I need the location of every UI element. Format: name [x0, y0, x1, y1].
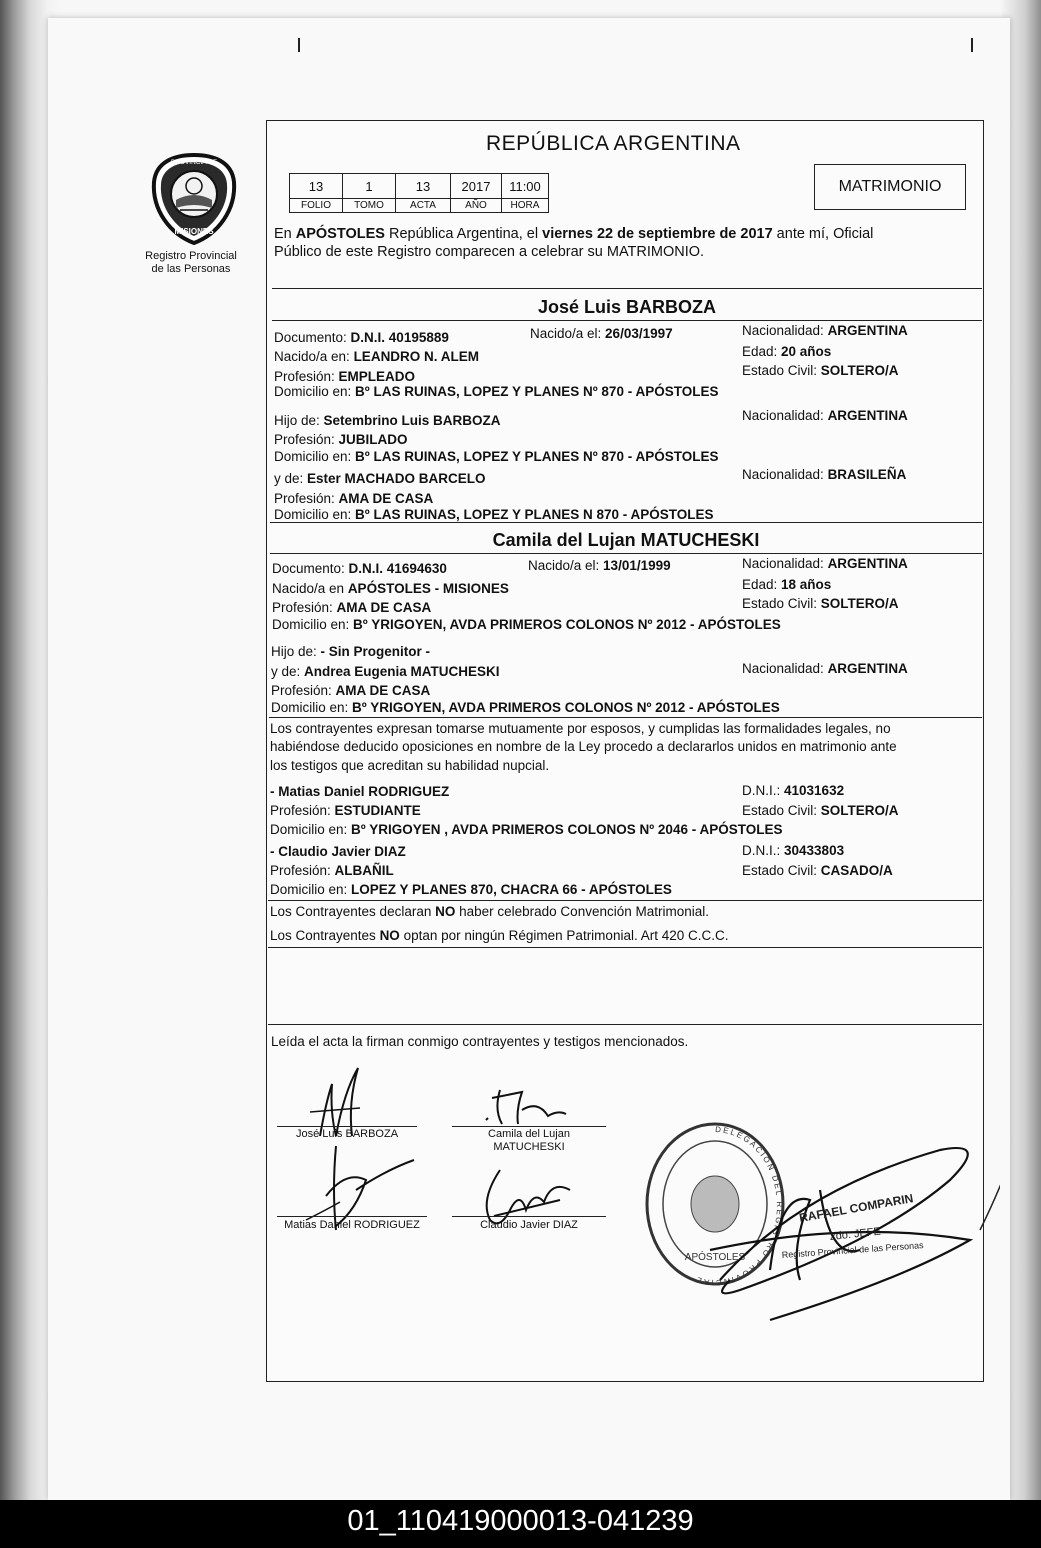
bride-mother-profession: Profesión: AMA DE CASA	[271, 683, 431, 698]
intro-line2: Público de este Registro comparecen a celebrar su MATRIMONIO.	[274, 244, 705, 260]
convention-line1: Los Contrayentes declaran NO haber celebrado Convención Matrimonial.	[270, 904, 709, 919]
divider	[270, 522, 982, 523]
logo-top-text: PROVINCIA DE	[170, 159, 218, 166]
folio-label: FOLIO	[290, 199, 343, 213]
official-name-stamp	[760, 1170, 960, 1260]
groom-birth-place: Nacido/a en: LEANDRO N. ALEM	[274, 349, 480, 364]
divider	[268, 900, 982, 901]
bride-mother: y de: Andrea Eugenia MATUCHESKI	[271, 664, 500, 679]
groom-father: Hijo de: Setembrino Luis BARBOZA	[274, 413, 501, 428]
registry-coat-of-arms-logo	[150, 152, 238, 246]
bride-profession: Profesión: AMA DE CASA	[272, 600, 432, 615]
registry-caption-line2: de las Personas	[151, 263, 231, 275]
seal-bottom-text: APÓSTOLES	[684, 1252, 746, 1263]
declaration-line3: los testigos que acreditan su habilidad nupcial.	[270, 758, 550, 773]
hour-label: HORA	[502, 199, 549, 213]
year-label: AÑO	[451, 199, 502, 213]
witness1-profession: Profesión: ESTUDIANTE	[270, 803, 421, 818]
divider	[269, 717, 982, 718]
divider	[272, 288, 982, 289]
divider	[272, 320, 982, 321]
bride-birth-date: Nacido/a el: 13/01/1999	[528, 558, 671, 573]
witness1-dni: D.N.I.: 41031632	[742, 783, 845, 798]
bride-civil-status: Estado Civil: SOLTERO/A	[742, 596, 899, 611]
intro-line1: En APÓSTOLES República Argentina, el viernes 22 de septiembre de 2017 ante mí, Oficial	[274, 226, 874, 242]
convention-line2: Los Contrayentes NO optan por ningún Régimen Patrimonial. Art 420 C.C.C.	[270, 928, 729, 943]
divider	[270, 553, 982, 554]
folio-value: 13	[290, 174, 343, 199]
bride-name: Camila del Lujan MATUCHESKI	[492, 530, 760, 550]
groom-mother-profession: Profesión: AMA DE CASA	[274, 491, 434, 506]
bride-mother-nationality: Nacionalidad: ARGENTINA	[742, 661, 908, 676]
record-type-box: MATRIMONIO	[814, 164, 966, 210]
witness2-signature-caption: Claudio Javier DIAZ	[480, 1219, 578, 1231]
divider	[268, 1024, 982, 1025]
witness2-name: - Claudio Javier DIAZ	[270, 844, 406, 859]
groom-nationality: Nacionalidad: ARGENTINA	[742, 323, 908, 338]
groom-mother-address: Domicilio en: Bº LAS RUINAS, LOPEZ Y PLANES N 870 - APÓSTOLES	[274, 507, 714, 522]
document-code-footer: 01_110419000013-041239	[0, 1500, 1041, 1548]
official-title: 2do. JEFE	[829, 1225, 882, 1243]
groom-father-nationality: Nacionalidad: ARGENTINA	[742, 408, 908, 423]
signature-line	[452, 1216, 606, 1217]
bride-signature-caption: Camila del Lujan MATUCHESKI	[488, 1128, 570, 1153]
signature-line	[277, 1126, 417, 1127]
groom-father-address: Domicilio en: Bº LAS RUINAS, LOPEZ Y PLANES Nº 870 - APÓSTOLES	[274, 449, 719, 464]
groom-age: Edad: 20 años	[742, 344, 832, 359]
acta-value: 13	[396, 174, 451, 199]
groom-mother-nationality: Nacionalidad: BRASILEÑA	[742, 467, 907, 482]
groom-signature-caption: José Luis BARBOZA	[295, 1128, 399, 1140]
groom-birth-date: Nacido/a el: 26/03/1997	[530, 326, 673, 341]
bride-age: Edad: 18 años	[742, 577, 832, 592]
tomo-value: 1	[343, 174, 396, 199]
witness2-civil-status: Estado Civil: CASADO/A	[742, 863, 893, 878]
page-mark	[298, 38, 300, 52]
witness1-address: Domicilio en: Bº YRIGOYEN , AVDA PRIMEROS COLONOS Nº 2046 - APÓSTOLES	[270, 822, 783, 837]
signature-line	[452, 1126, 606, 1127]
groom-address: Domicilio en: Bº LAS RUINAS, LOPEZ Y PLANES Nº 870 - APÓSTOLES	[274, 384, 719, 399]
witness1-name: - Matias Daniel RODRIGUEZ	[270, 784, 450, 799]
witness1-signature-caption: Matias Daniel RODRIGUEZ	[284, 1219, 420, 1231]
official-name: RAFAEL COMPARIN	[798, 1191, 915, 1225]
closing-text: Leída el acta la firman conmigo contrayentes y testigos mencionados.	[271, 1034, 689, 1049]
signature-line	[277, 1216, 427, 1217]
witness2-dni: D.N.I.: 30433803	[742, 843, 845, 858]
bride-address: Domicilio en: Bº YRIGOYEN, AVDA PRIMEROS COLONOS Nº 2012 - APÓSTOLES	[272, 617, 781, 632]
bride-mother-address: Domicilio en: Bº YRIGOYEN, AVDA PRIMEROS COLONOS Nº 2012 - APÓSTOLES	[271, 700, 780, 715]
groom-mother: y de: Ester MACHADO BARCELO	[274, 471, 486, 486]
groom-profession: Profesión: EMPLEADO	[274, 369, 416, 384]
tomo-label: TOMO	[343, 199, 396, 213]
groom-document: Documento: D.N.I. 40195889	[274, 330, 449, 345]
bride-birth-place: Nacido/a en APÓSTOLES - MISIONES	[272, 581, 509, 596]
bride-nationality: Nacionalidad: ARGENTINA	[742, 556, 908, 571]
acta-label: ACTA	[396, 199, 451, 213]
country-title: REPÚBLICA ARGENTINA	[486, 132, 741, 155]
groom-name: José Luis BARBOZA	[537, 297, 717, 317]
groom-civil-status: Estado Civil: SOLTERO/A	[742, 363, 899, 378]
page-mark	[971, 38, 973, 52]
declaration-line2: habiéndose deducido oposiciones en nombre de la Ley procedo a declararlos unidos en matrimonio ante	[270, 739, 897, 754]
declaration-line1: Los contrayentes expresan tomarse mutuamente por esposos, y cumplidas las formalidades legales, no	[270, 721, 891, 736]
bride-father: Hijo de: - Sin Progenitor -	[271, 644, 431, 659]
registry-caption	[132, 250, 250, 276]
bride-signature	[478, 1080, 570, 1130]
registry-caption-line1: Registro Provincial	[145, 250, 237, 262]
logo-bottom-text: MISIONES	[174, 227, 214, 236]
witness2-address: Domicilio en: LOPEZ Y PLANES 870, CHACRA 66 - APÓSTOLES	[270, 882, 672, 897]
seal-ring-text: DELEGACIÓN DEL REGISTRO PROVINCIAL	[694, 1124, 784, 1288]
year-value: 2017	[451, 174, 502, 199]
witness2-profession: Profesión: ALBAÑIL	[270, 863, 394, 878]
divider	[268, 947, 982, 948]
official-office: Registro Provincial de las Personas	[781, 1240, 924, 1260]
groom-father-profession: Profesión: JUBILADO	[274, 432, 408, 447]
bride-document: Documento: D.N.I. 41694630	[272, 561, 447, 576]
hour-value: 11:00	[502, 174, 549, 199]
registry-data-table	[289, 173, 549, 213]
witness1-civil-status: Estado Civil: SOLTERO/A	[742, 803, 899, 818]
